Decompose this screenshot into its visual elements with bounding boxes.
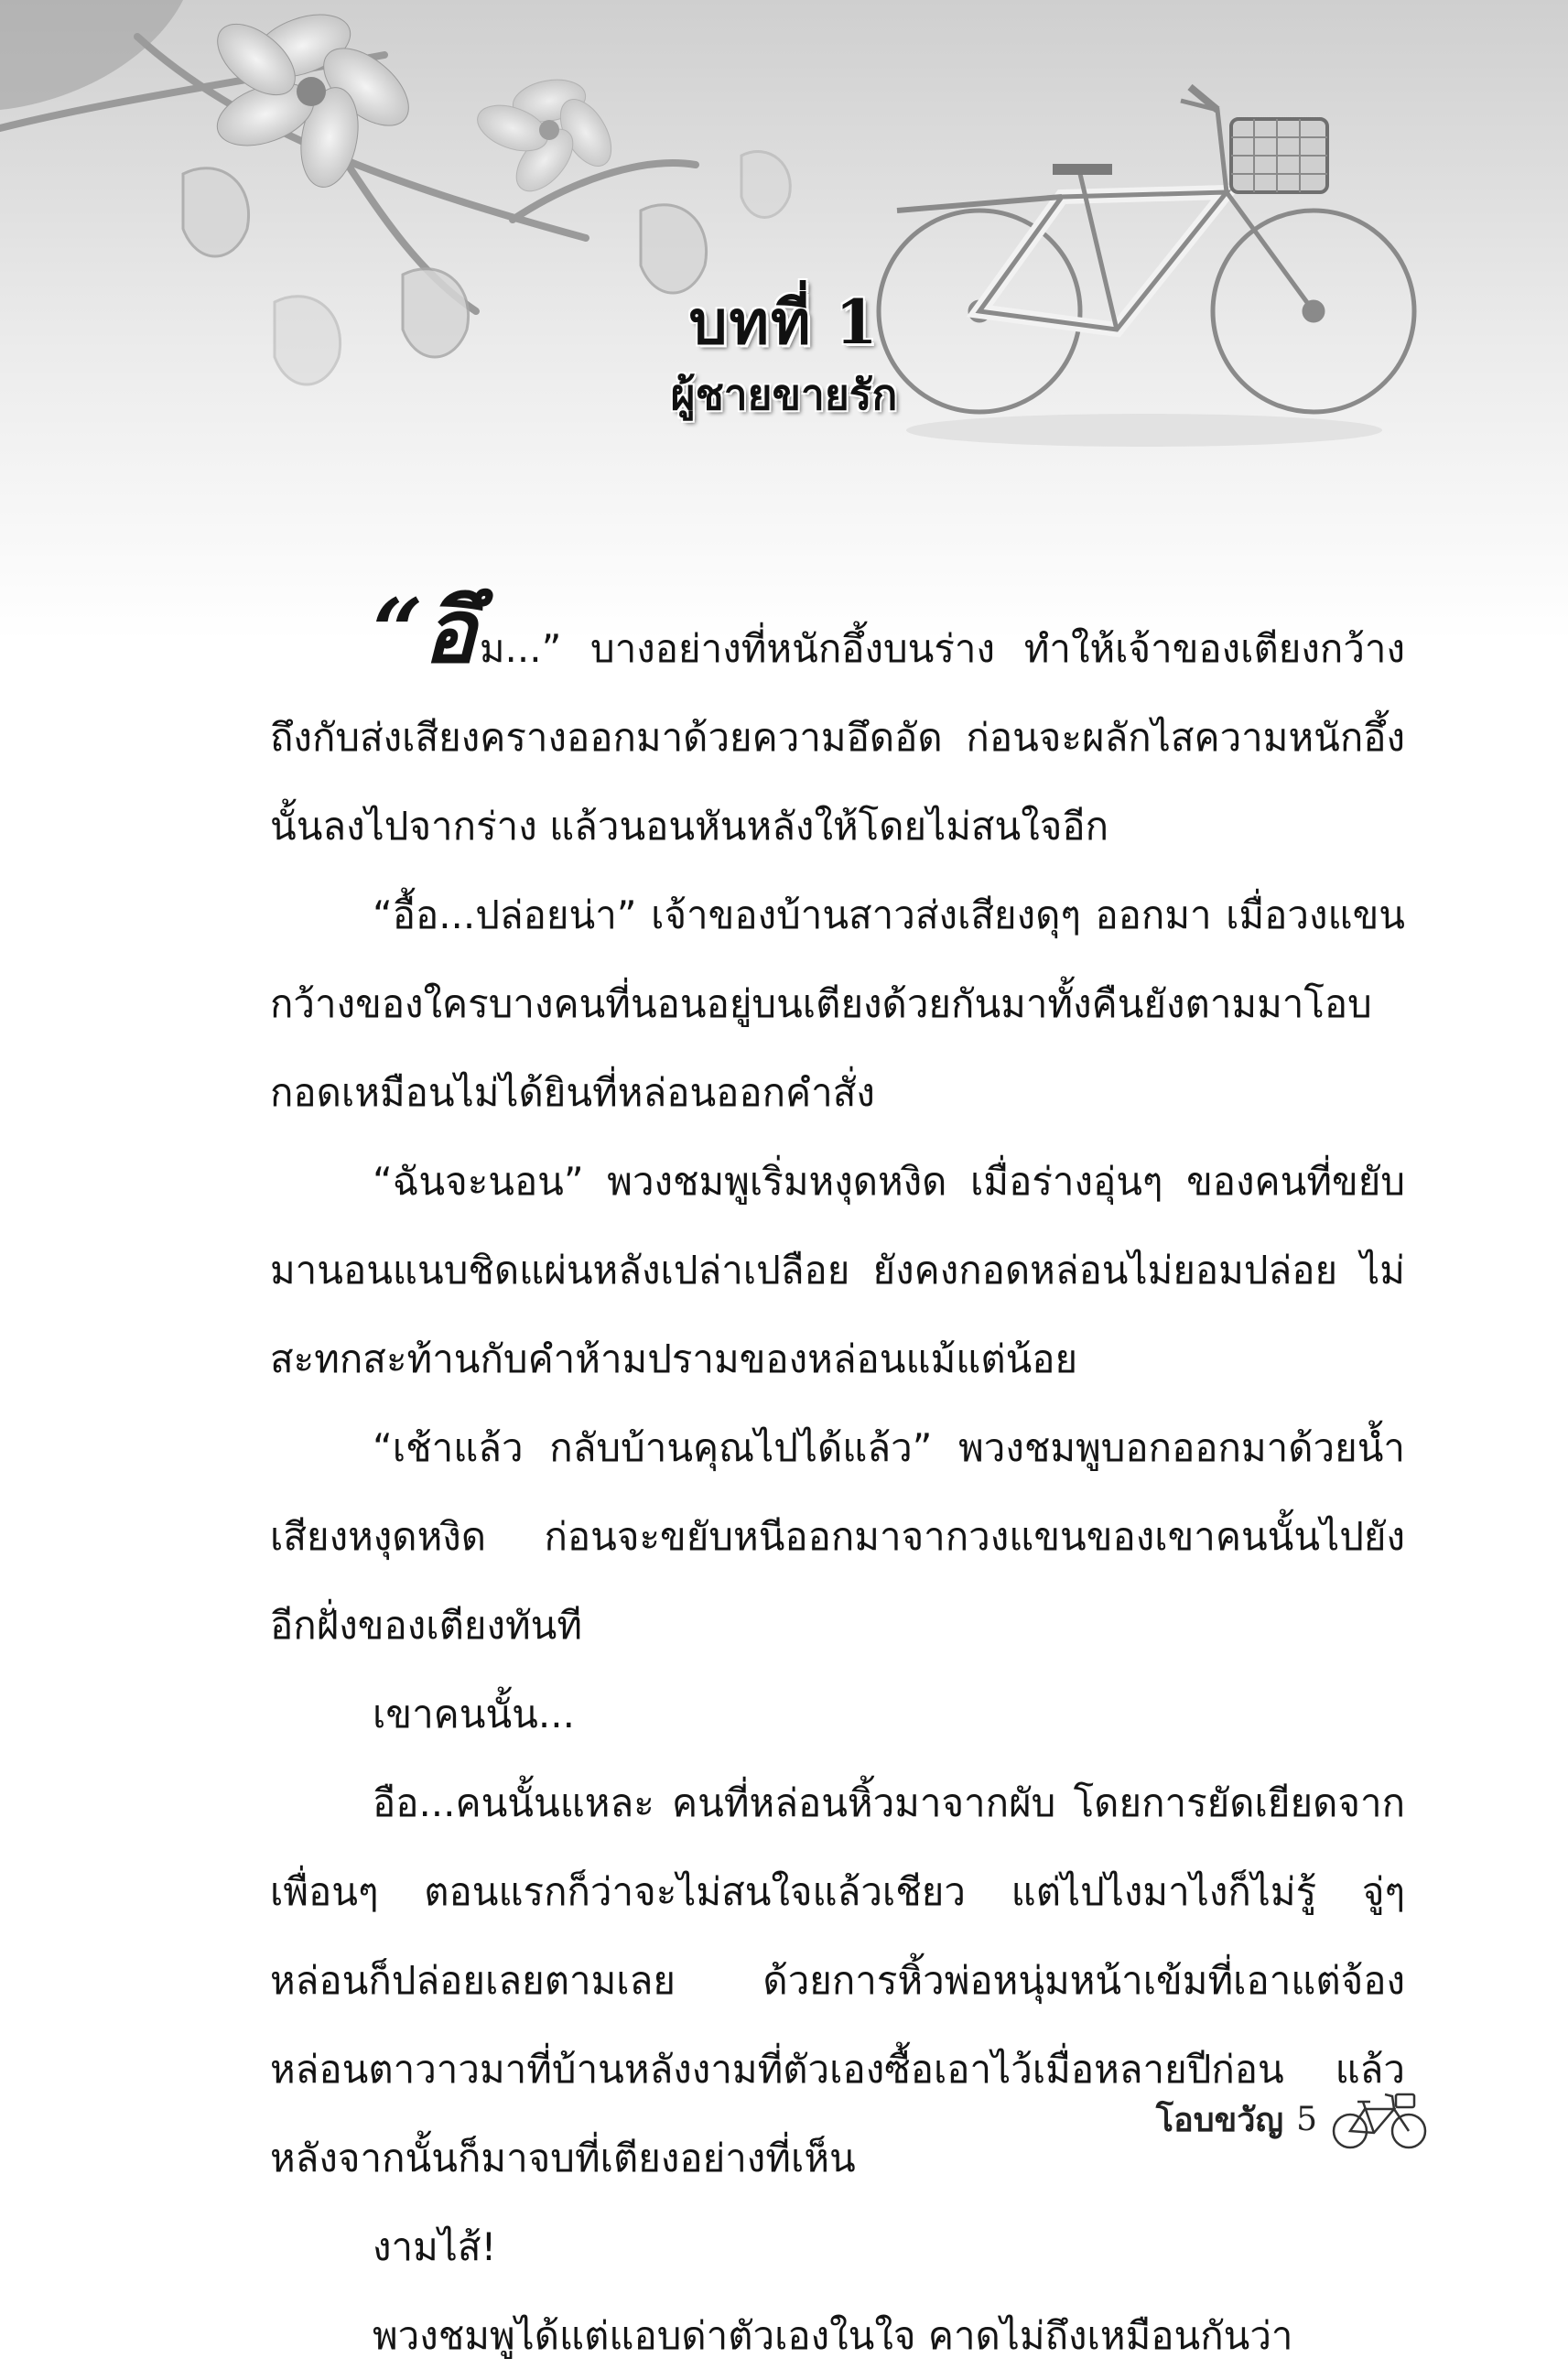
paragraph: งามไส้! bbox=[373, 2224, 497, 2269]
paragraph bbox=[270, 579, 1405, 871]
page-number: 5 bbox=[1296, 2100, 1317, 2138]
paragraph: “เช้าแล้ว กลับบ้านคุณไปได้แล้ว” พวงชมพูบอกออกมาด้วยน้ำเสียงหงุดหงิด ก่อนจะขยับหนีออกมาจากวงแขนของเขาคนนั้นไปยังอีกฝั่งของเตียงทันที bbox=[270, 1425, 1405, 1648]
paragraph: “ฉันจะนอน” พวงชมพูเริ่มหงุดหงิด เมื่อร่างอุ่นๆ ของคนที่ขยับมานอนแนบชิดแผ่นหลังเปล่าเปลือย ยังคงกอดหล่อนไม่ยอมปล่อย ไม่สะทกสะท้านกับคำห้ามปรามของหล่อนแม้แต่น้อย bbox=[270, 1159, 1405, 1381]
paragraph: เขาคนนั้น... bbox=[373, 1692, 575, 1736]
paragraph-text: ม...” บางอย่างที่หนักอึ้งบนร่าง ทำให้เจ้าของเตียงกว้างถึงกับส่งเสียงครางออกมาด้วยความอึดอัด ก่อนจะผลักไสความหนักอึ้งนั้นลงไปจากร่าง แล้วนอนหันหลังให้โดยไม่สนใจอีก bbox=[270, 626, 1405, 849]
drop-cap: “อึ bbox=[373, 579, 476, 683]
bicycle-icon bbox=[1330, 2087, 1431, 2151]
paragraph: “อื้อ...ปล่อยน่า” เจ้าของบ้านสาวส่งเสียงดุๆ ออกมา เมื่อวงแขนกว้างของใครบางคนที่นอนอยู่บนเตียงด้วยกันมาทั้งคืนยังตามมาโอบกอดเหมือนไม่ได้ยินที่หล่อนออกคำสั่ง bbox=[270, 892, 1405, 1115]
chapter-subtitle: ผู้ชายขายรัก bbox=[670, 370, 898, 419]
paragraph: พวงชมพูได้แต่แอบด่าตัวเองในใจ คาดไม่ถึงเหมือนกันว่า bbox=[373, 2313, 1293, 2358]
page-footer bbox=[1156, 2082, 1431, 2156]
paragraph: อือ...คนนั้นแหละ คนที่หล่อนหิ้วมาจากผับ โดยการยัดเยียดจากเพื่อนๆ ตอนแรกก็ว่าจะไม่สนใจแล้วเชียว แต่ไปไงมาไงก็ไม่รู้ จู่ๆ หล่อนก็ปล่อยเลยตามเลย ด้วยการหิ้วพ่อหนุ่มหน้าเข้มที่เอาแต่จ้องหล่อนตาวาวมาที่บ้านหลังงามที่ตัวเองซื้อเอาไว้เมื่อหลายปีก่อน แล้วหลังจากนั้นก็มาจบที่เตียงอย่างที่เห็น bbox=[270, 1780, 1405, 2180]
chapter-title: บทที่ 1 bbox=[688, 287, 880, 358]
footer-book-title: โอบขวัญ bbox=[1155, 2101, 1284, 2139]
